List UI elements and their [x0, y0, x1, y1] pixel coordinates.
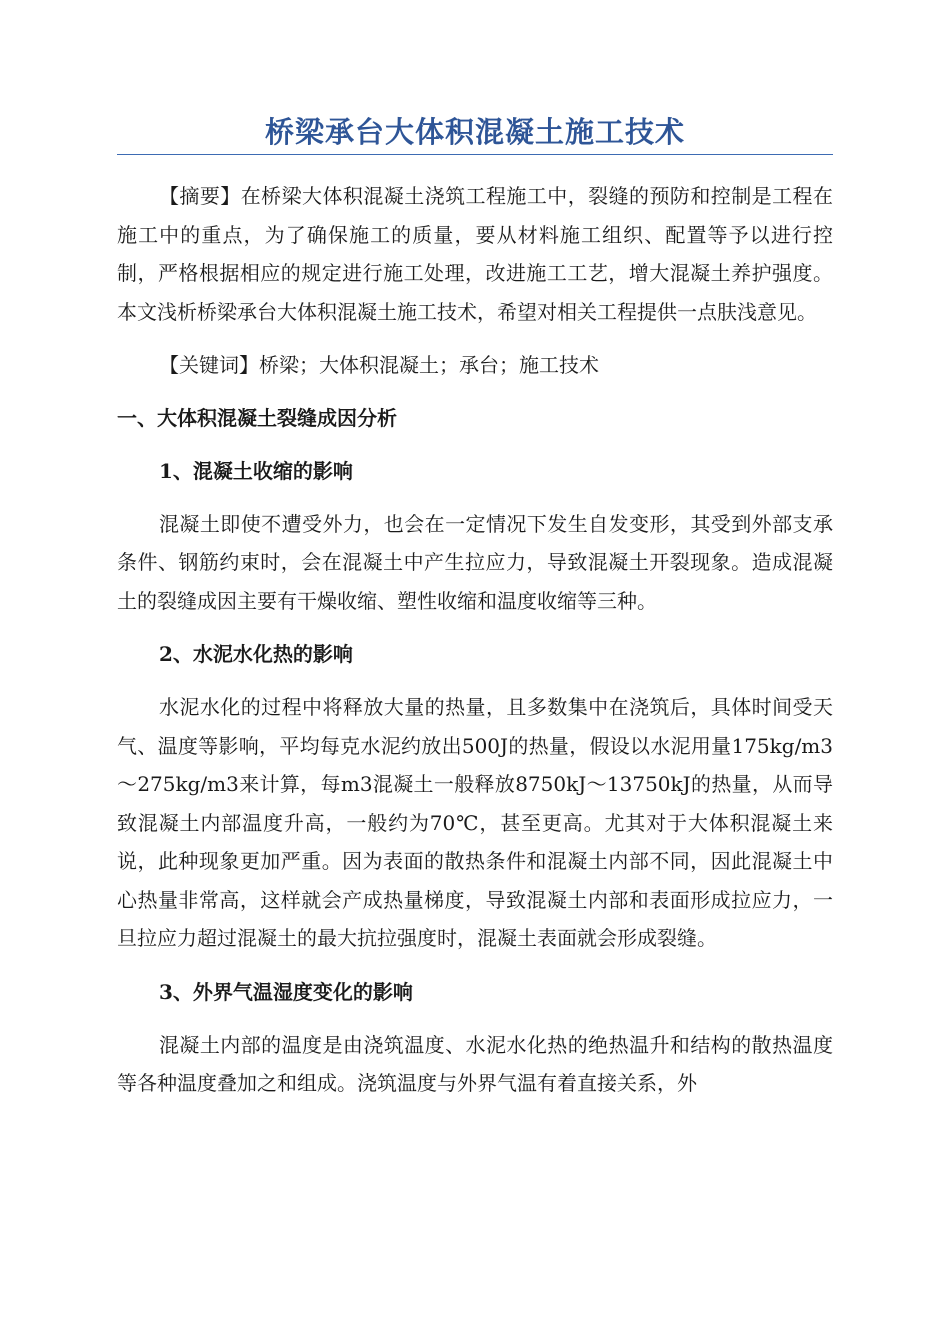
subsection-3-text: 混凝土内部的温度是由浇筑温度、水泥水化热的绝热温升和结构的散热温度等各种温度叠加之和组成。浇筑温度与外界气温有着直接关系，外: [117, 1032, 833, 1095]
subsection-heading-3: 3、外界气温湿度变化的影响: [159, 979, 413, 1004]
subsection-heading-2: 2、水泥水化热的影响: [159, 642, 353, 666]
subsection-heading-1: 1、混凝土收缩的影响: [159, 458, 353, 483]
document-page: [117, 110, 833, 1103]
abstract-paragraph: 【摘要】在桥梁大体积混凝土浇筑工程施工中，裂缝的预防和控制是工程在施工中的重点，为了确保施工的质量，要从材料施工组织、配置等予以进行控制，严格根据相应的规定进行施工处理，改进施工工艺，增大混凝土养护强度。本文浅析桥梁承台大体积混凝土施工技术，希望对相关工程提供一点肤浅意见。: [117, 184, 833, 324]
subsection-1-text: 混凝土即使不遭受外力，也会在一定情况下发生自发变形，其受到外部支承条件、钢筋约束时，会在混凝土中产生拉应力，导致混凝土开裂现象。造成混凝土的裂缝成因主要有干燥收缩、塑性收缩和温度收缩等三种。: [117, 511, 833, 613]
document-title: 桥梁承台大体积混凝土施工技术: [264, 115, 685, 149]
keywords-paragraph: 【关键词】桥梁；大体积混凝土；承台；施工技术: [159, 353, 599, 377]
title-underline: [117, 154, 833, 155]
subsection-2-text: 水泥水化的过程中将释放大量的热量，且多数集中在浇筑后，具体时间受天气、温度等影响，平均每克水泥约放出500J的热量，假设以水泥用量175kg/m3～275kg/m3来计算，每m3混凝土一般释放8750kJ～13750kJ的热量，从而导致混凝土内部温度升高，一般约为70℃，甚至更高。尤其对于大体积混凝土来说，此种现象更加严重。因为表面的散热条件和混凝土内部不同，因此混凝土中心热量非常高，这样就会产成热量梯度，导致混凝土内部和表面形成拉应力，一旦拉应力超过混凝土的最大抗拉强度时，混凝土表面就会形成裂缝。: [117, 695, 833, 950]
section-heading-1: 一、大体积混凝土裂缝成因分析: [117, 405, 397, 430]
